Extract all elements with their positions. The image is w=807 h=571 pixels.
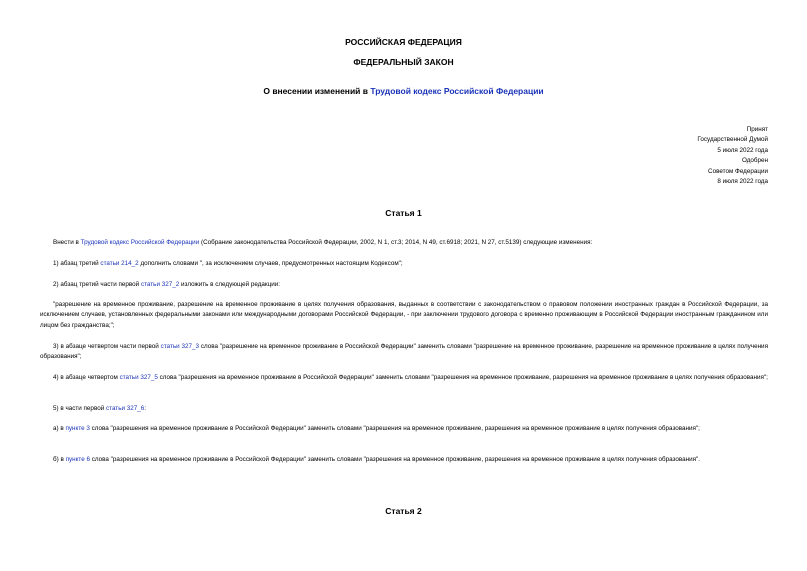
item-2-pre: 2) абзац третий части первой xyxy=(53,281,141,288)
clause-6-link[interactable]: пункте 6 xyxy=(65,456,90,463)
article-327-3-link[interactable]: статьи 327_3 xyxy=(160,343,200,350)
intro-text-pre: Внести в xyxy=(53,239,81,246)
law-title-prefix: О внесении изменений в xyxy=(263,86,371,96)
article-327-6-link[interactable]: статьи 327_6 xyxy=(105,405,145,412)
adoption-line-1: Принят xyxy=(746,126,768,133)
item-2-quote xyxy=(40,300,768,331)
article-327-2-link[interactable]: статьи 327_2 xyxy=(140,281,180,288)
law-type-heading: ФЕДЕРАЛЬНЫЙ ЗАКОН xyxy=(353,57,454,67)
adoption-line-4: Одобрен xyxy=(741,157,768,165)
item-3-post: слова "разрешение на временное проживание в Российской Федерации" заменить словами "разрешение на временное проживание, разрешение на временное проживание в целях получения образования"; xyxy=(40,343,768,361)
adoption-line-2: Государственной Думой xyxy=(697,136,768,144)
law-title xyxy=(0,86,807,96)
item-5a-pre: а) в xyxy=(53,425,66,432)
item-1-pre: 1) абзац третий xyxy=(53,260,101,267)
adoption-block xyxy=(697,125,768,187)
item-5-pre: 5) в части первой xyxy=(53,405,106,412)
item-5b-post: слова "разрешения на временное проживание в Российской Федерации" заменить словами "разрешения на временное проживание, разрешения на временное проживание в целях получения образования". xyxy=(90,456,701,463)
item-3-pre: 3) в абзаце четвертом части первой xyxy=(53,343,161,350)
article-1-heading: Статья 1 xyxy=(385,208,422,218)
item-5b-pre: б) в xyxy=(53,456,66,463)
article-2-heading: Статья 2 xyxy=(385,506,422,516)
country-heading: РОССИЙСКАЯ ФЕДЕРАЦИЯ xyxy=(345,37,462,47)
adoption-line-5: Советом Федерации xyxy=(708,167,768,175)
adoption-line-6: 8 июля 2022 года xyxy=(717,178,768,186)
item-5b xyxy=(40,455,768,465)
item-5 xyxy=(40,404,768,414)
item-2 xyxy=(40,280,768,290)
item-4-pre: 4) в абзаце четвертом xyxy=(53,374,120,381)
item-3 xyxy=(40,342,768,363)
article-1-intro xyxy=(40,238,768,248)
item-1 xyxy=(40,259,768,269)
intro-text-post: (Собрание законодательства Российской Федерации, 2002, N 1, ст.3; 2014, N 49, ст.6918; 2021, N 27, ст.5139) следующие изменения: xyxy=(199,239,593,246)
item-1-post: дополнить словами ", за исключением случаев, предусмотренных настоящим Кодексом"; xyxy=(138,260,403,267)
item-5a-post: слова "разрешения на временное проживание в Российской Федерации" заменить словами "разрешения на временное проживание, разрешения на временное проживание в целях получения образования"; xyxy=(89,425,700,432)
item-2-post: изложить в следующей редакции: xyxy=(179,281,281,288)
item-4-post: слова "разрешения на временное проживание в Российской Федерации" заменить словами "разрешения на временное проживание, разрешения на временное проживание в целях получения образования"; xyxy=(157,374,768,381)
article-214-2-link[interactable]: статьи 214_2 xyxy=(100,260,139,267)
item-4 xyxy=(40,373,768,383)
article-327-5-link[interactable]: статьи 327_5 xyxy=(119,374,158,381)
labor-code-title-link[interactable]: Трудовой кодекс Российской Федерации xyxy=(370,86,544,96)
item-5a xyxy=(40,424,768,434)
clause-3-link[interactable]: пункте 3 xyxy=(65,425,90,432)
item-2-quote-text: "разрешение на временное проживание, разрешение на временное проживание в целях получения образования, выданных в соответствии с законодательством о правовом положении иностранных граждан в Российской Федерации, за исключением случаев, установленных федеральными законами или международными договорами Российской Федерации, - при заключении трудового договора с временно проживающим в Российской Федерации иностранным гражданином или лицом без гражданства;"; xyxy=(40,301,768,329)
labor-code-link[interactable]: Трудовой кодекс Российской Федерации xyxy=(80,239,200,246)
item-5-post: : xyxy=(144,405,147,412)
adoption-line-3: 5 июля 2022 года xyxy=(717,146,768,154)
